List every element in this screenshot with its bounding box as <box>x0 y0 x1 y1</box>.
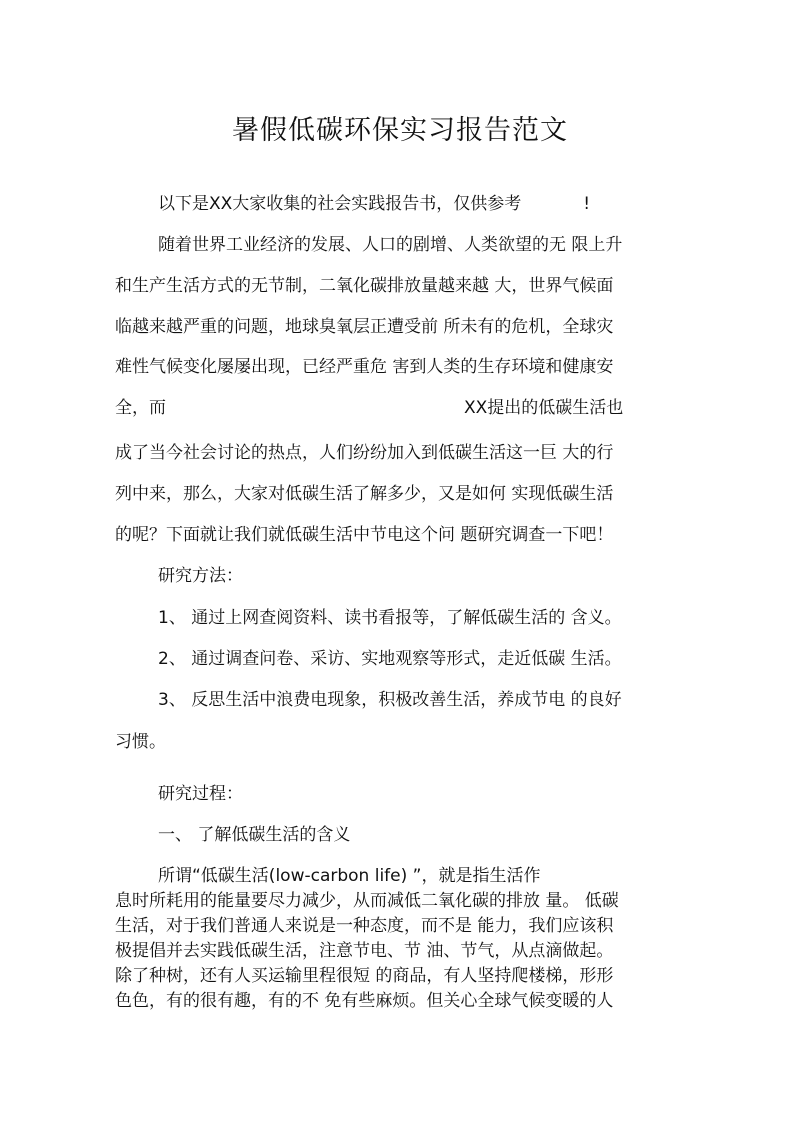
section-heading: 研究过程： <box>158 784 243 804</box>
paragraph-fragment-right: XX提出的低碳生活也 <box>464 398 624 418</box>
paragraph-fragment-left: 全，而 <box>115 398 166 418</box>
paragraph-line: 随着世界工业经济的发展、人口的剧增、人类欲望的无 限上升 <box>158 235 623 255</box>
paragraph-line: 临越来越严重的问题，地球臭氧层正遭受前 所未有的危机，全球灾 <box>115 317 614 337</box>
paragraph-line: 和生产生活方式的无节制，二氧化碳排放量越来越 大，世界气候面 <box>115 276 614 296</box>
intro-text: 以下是XX大家收集的社会实践报告书，仅供参考 <box>158 194 522 214</box>
paragraph-line: 除了种树，还有人买运输里程很短 的商品，有人坚持爬楼梯，形形 <box>115 966 614 986</box>
paragraph-line: 色色，有的很有趣，有的不 免有些麻烦。但关心全球气候变暖的人 <box>115 991 614 1011</box>
section-heading: 研究方法： <box>158 566 243 586</box>
paragraph-line: 难性气候变化屡屡出现，已经严重危 害到人类的生存环境和健康安 <box>115 357 614 377</box>
intro-exclamation: ! <box>583 194 591 214</box>
intro-line <box>158 192 718 216</box>
method-item-3: 3、 反思生活中浪费电现象，积极改善生活，养成节电 的良好 <box>158 690 622 710</box>
paragraph-line: 息时所耗用的能量要尽力减少，从而减低二氧化碳的排放 量。 低碳 <box>115 891 619 911</box>
method-item-2: 2、 通过调查问卷、采访、实地观察等形式，走近低碳 生活。 <box>158 649 622 669</box>
paragraph-line: 所谓“低碳生活(low-carbon life) ”，就是指生活作 <box>158 866 541 886</box>
paragraph-line-split <box>115 396 675 420</box>
paragraph-line: 习惯。 <box>115 732 166 752</box>
subsection-heading: 一、 了解低碳生活的含义 <box>158 825 351 845</box>
method-item-1: 1、 通过上网查阅资料、读书看报等，了解低碳生活的 含义。 <box>158 608 622 628</box>
paragraph-line: 极提倡并去实践低碳生活，注意节电、节 油、节气，从点滴做起。 <box>115 941 614 961</box>
paragraph-line: 的呢？下面就让我们就低碳生活中节电这个问 题研究调查一下吧！ <box>115 525 614 545</box>
paragraph-line: 列中来，那么，大家对低碳生活了解多少，又是如何 实现低碳生活 <box>115 484 614 504</box>
document-title: 暑假低碳环保实习报告范文 <box>232 115 568 146</box>
paragraph-line: 生活，对于我们普通人来说是一种态度，而不是 能力，我们应该积 <box>115 916 614 936</box>
paragraph-line: 成了当今社会讨论的热点，人们纷纷加入到低碳生活这一巨 大的行 <box>115 443 614 463</box>
